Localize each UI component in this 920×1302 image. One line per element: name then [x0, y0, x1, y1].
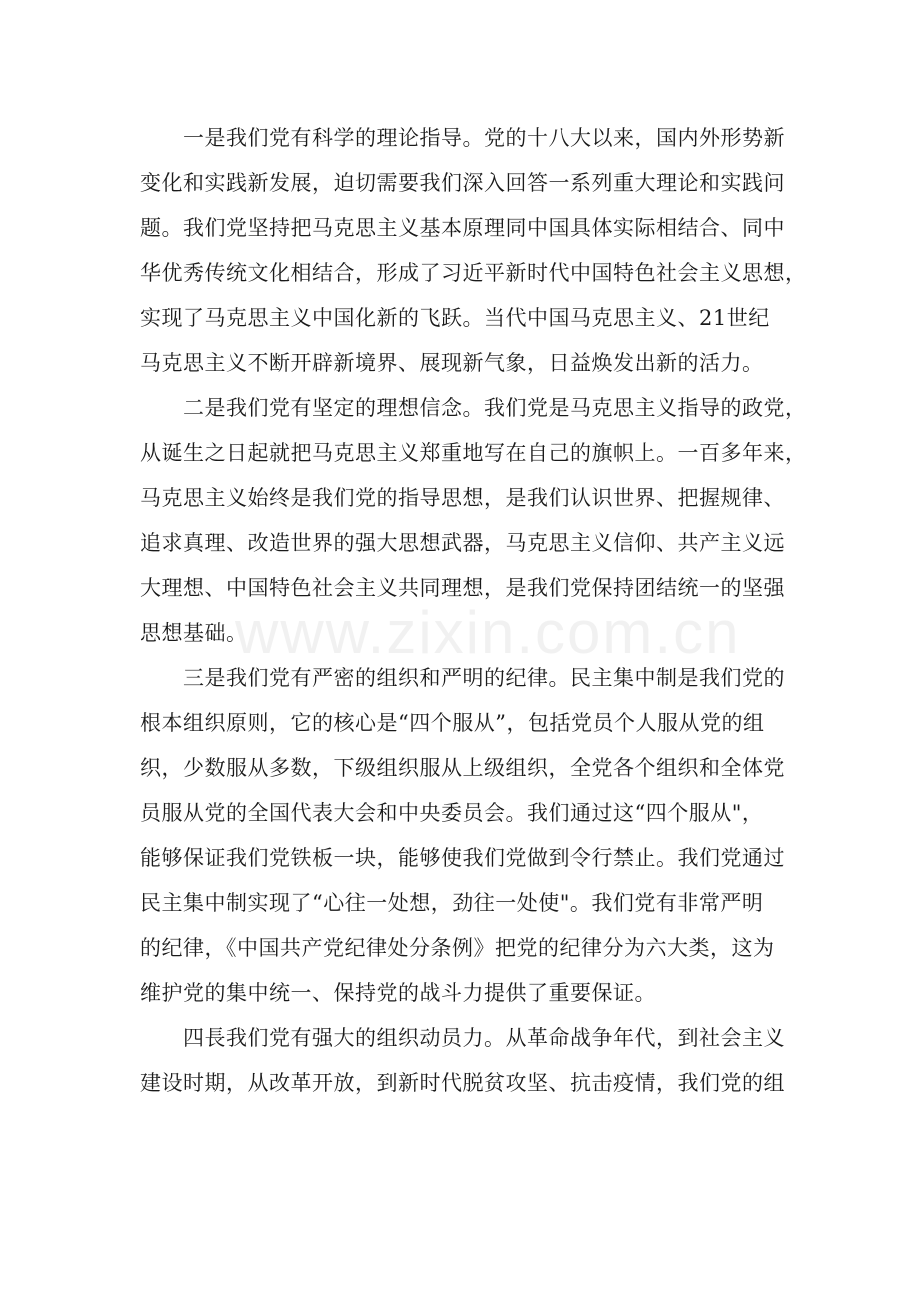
text-line: 题。我们党坚持把马克思主义基本原理同中国具体实际相结合、同中: [140, 216, 785, 240]
text-line: 一是我们党有科学的理论指导。党的十八大以来，国内外形势新: [183, 126, 785, 150]
text-line: 根本组织原则，它的核心是“四个服从”，包括党员个人服从党的组: [140, 711, 765, 735]
text-line: 三是我们党有严密的组织和严明的纪律。民主集中制是我们党的: [183, 666, 785, 690]
text-line: 马克思主义始终是我们党的指导思想，是我们认识世界、把握规律、: [140, 486, 785, 510]
text-line: 思想基础。: [140, 621, 248, 645]
text-line: 大理想、中国特色社会主义共同理想，是我们党保持团结统一的坚强: [140, 576, 785, 600]
text-line: 从诞生之日起就把马克思主义郑重地写在自己的旗帜上。一百多年来，: [140, 441, 807, 465]
text-line: 能够保证我们党铁板一块，能够使我们党做到令行禁止。我们党通过: [140, 846, 785, 870]
text-line: 华优秀传统文化相结合，形成了习近平新时代中国特色社会主义思想，: [140, 261, 807, 285]
text-line: 马克思主义不断开辟新境界、展现新气象，日益焕发出新的活力。: [140, 351, 764, 375]
text-line: 四長我们党有强大的组织动员力。从革命战争年代，到社会主义: [183, 1026, 785, 1050]
text-line: 民主集中制实现了“心往一处想，劲往一处使"。我们党有非常严明: [140, 891, 764, 915]
text-line: 织，少数服从多数，下级组织服从上级组织，全党各个组织和全体党: [140, 756, 785, 780]
text-line: 建设时期，从改革开放，到新时代脱贫攻坚、抗击疫情，我们党的组: [140, 1071, 785, 1095]
watermark: www.zixin.com.cn: [235, 599, 741, 666]
text-line: 员服从党的全国代表大会和中央委员会。我们通过这“四个服从"，: [140, 801, 764, 825]
text-line: 二是我们党有坚定的理想信念。我们党是马克思主义指导的政党，: [183, 396, 807, 420]
text-line: 的纪律，《中国共产党纪律处分条例》把党的纪律分为六大类，这为: [140, 936, 775, 960]
text-line: 实现了马克思主义中国化新的飞跃。当代中国马克思主义、21世纪: [140, 306, 770, 330]
text-line: 维护党的集中统一、保持党的战斗力提供了重要保证。: [140, 981, 656, 1005]
text-line: 变化和实践新发展，迫切需要我们深入回答一系列重大理论和实践问: [140, 171, 785, 195]
text-line: 追求真理、改造世界的强大思想武器，马克思主义信仰、共产主义远: [140, 531, 785, 555]
